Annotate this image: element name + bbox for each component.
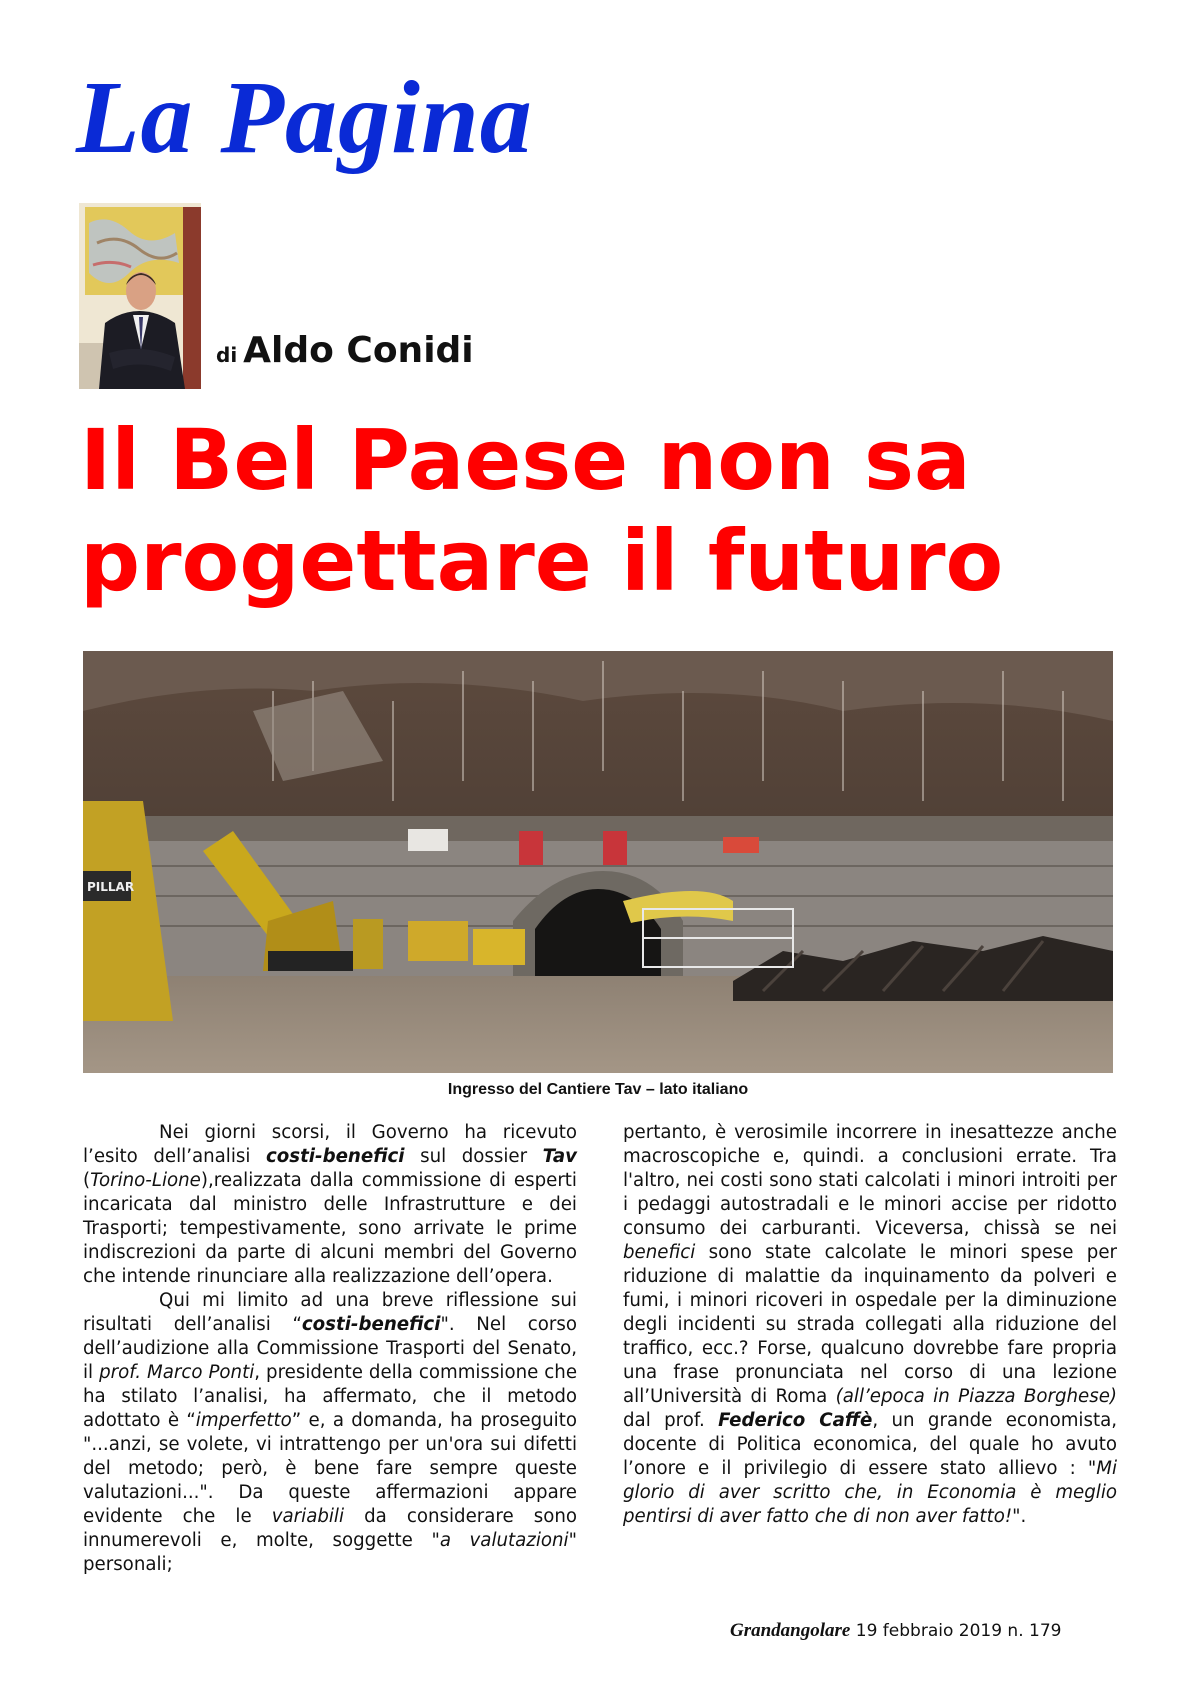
text-run-italic: Mi glorio di aver scritto che, in Economia è meglio pentirsi di aver fatto che di non aver fatto! <box>623 1458 1117 1527</box>
text-run: ” e, a domanda, ha proseguito "...anzi, se volete, vi intrattengo per un'ora sui difetti del metodo; però, è bene fare sempre queste valutazioni...". Da queste affermazioni appare evidente che le <box>83 1410 577 1527</box>
text-run: ". Nel corso dell’audizione alla Commissione Trasporti del Senato, il <box>83 1314 578 1383</box>
byline <box>216 330 474 371</box>
text-run: , un grande economista, docente di Politica economica, del quale ho avuto l’onore e il privilegio di essere stato allievo : " <box>623 1410 1117 1479</box>
machine-sign: PILLAR <box>87 880 135 894</box>
text-run: ( <box>83 1170 91 1191</box>
text-run-bold-italic: costi-benefici <box>266 1146 405 1167</box>
text-run: Qui mi limito ad una breve riflessione sui risultati dell’analisi “ <box>83 1290 577 1335</box>
text-run: dal prof. <box>623 1410 719 1431</box>
article-column-left <box>83 1121 577 1577</box>
text-run-italic: variabili <box>271 1506 345 1527</box>
author-name: Aldo Conidi <box>243 330 474 371</box>
text-run-italic: a valutazioni <box>439 1530 569 1551</box>
text-run-bold-italic: Federico Caffè <box>718 1410 873 1431</box>
text-run-italic: imperfetto <box>195 1410 292 1431</box>
issue-info: 19 febbraio 2019 n. 179 <box>855 1621 1062 1641</box>
text-run: pertanto, è verosimile incorrere in inesattezze anche macroscopiche e, quindi. a conclusioni errate. Tra l'altro, nei costi sono stati calcolati i minori introiti per i pedaggi autostradali e le minori accise per ridotto consumo dei carburanti. Viceversa, chissà se nei <box>623 1122 1117 1239</box>
text-run: da considerare sono innumerevoli e, molte, soggette " <box>83 1506 577 1551</box>
text-run: ". <box>1012 1506 1027 1527</box>
text-run-italic: prof. Marco Ponti <box>99 1362 255 1383</box>
paragraph <box>83 1289 577 1577</box>
masthead-title: La Pagina <box>76 60 533 175</box>
author-portrait-graphic <box>79 203 201 389</box>
text-run: ),realizzata dalla commissione di esperti incaricata dal ministro delle Infrastrutture e dei Trasporti; tempestivamente, sono arrivate le prime indiscrezioni da parte di alcuni membri del Governo che intende rinunciare alla realizzazione dell’opera. <box>83 1170 577 1287</box>
headline-line-2: progettare il futuro <box>80 511 1004 610</box>
text-run-bold-italic: Tav <box>542 1146 577 1167</box>
text-run: " personali; <box>83 1530 577 1575</box>
text-run: sono state calcolate le minori spese per riduzione di malattie da inquinamento da polveri e fumi, i minori ricoveri in ospedale per la diminuzione degli incidenti su strada collegati alla riduzione del traffico, ecc.? Forse, qualcuno dovrebbe fare propria una frase pronunciata nel corso di una lezione all’Università di Roma <box>623 1242 1117 1407</box>
text-run: sul dossier <box>404 1146 543 1167</box>
photo-caption: Ingresso del Cantiere Tav – lato italiano <box>447 1081 749 1098</box>
paragraph <box>83 1121 577 1289</box>
paragraph <box>623 1121 1117 1529</box>
publication-name: Grandangolare <box>730 1620 851 1641</box>
page-footer <box>730 1620 1061 1642</box>
text-run-italic: (all’epoca in Piazza Borghese) <box>835 1386 1117 1407</box>
construction-site-photo <box>83 651 1113 1073</box>
article-column-right <box>623 1121 1117 1529</box>
construction-site-graphic <box>83 651 1113 1073</box>
text-run: , presidente della commissione che ha stilato l’analisi, ha affermato, che il metodo adottato è “ <box>83 1362 578 1431</box>
text-run: Nei giorni scorsi, il Governo ha ricevuto l’esito dell’analisi <box>83 1122 577 1167</box>
text-run-italic: benefici <box>623 1242 696 1263</box>
byline-prefix: di <box>216 343 238 367</box>
author-portrait <box>79 203 201 389</box>
headline-line-1: Il Bel Paese non sa <box>80 411 971 509</box>
text-run-bold-italic: costi-benefici <box>301 1314 441 1335</box>
headline <box>80 410 1140 612</box>
text-run-italic: Torino-Lione <box>90 1170 201 1191</box>
